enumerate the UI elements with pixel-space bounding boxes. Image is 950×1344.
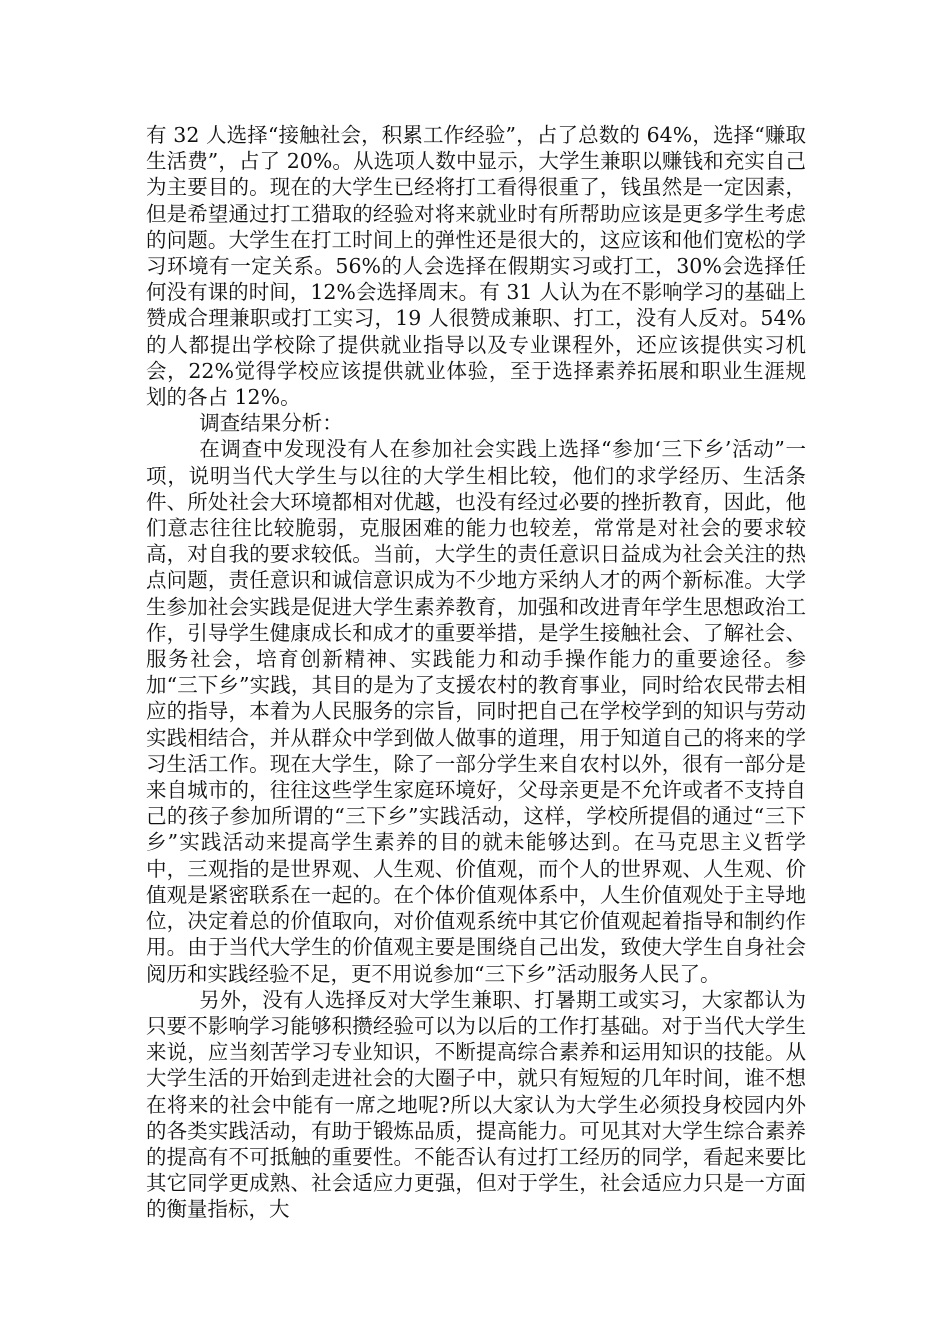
document-page <box>146 122 806 1223</box>
paragraph-survey-results: 有 32 人选择“接触社会，积累工作经验”，占了总数的 64%，选择“赚取生活费”，占了 20%。从选项人数中显示，大学生兼职以赚钱和充实自己为主要目的。现在的大学生已经将打工看得很重了，钱虽然是一定因素，但是希望通过打工猎取的经验对将来就业时有所帮助应该是更多学生考虑的问题。大学生在打工时间上的弹性还是很大的，这应该和他们宽松的学习环境有一定关系。56%的人会选择在假期实习或打工，30%会选择任何没有课的时间，12%会选择周末。有 31 人认为在不影响学习的基础上赞成合理兼职或打工实习，19 人很赞成兼职、打工，没有人反对。54%的人都提出学校除了提供就业指导以及专业课程外，还应该提供实习机会，22%觉得学校应该提供就业体验，至于选择素养拓展和职业生涯规划的各占 12%。 <box>146 123 806 410</box>
section-heading-analysis: 调查结果分析： <box>199 411 343 436</box>
paragraph-analysis-parttime: 另外，没有人选择反对大学生兼职、打暑期工或实习，大家都认为只要不影响学习能够积攒经验可以为以后的工作打基础。对于当代大学生来说，应当刻苦学习专业知识，不断提高综合素养和运用知识的技能。从大学生活的开始到走进社会的大圈子中，就只有短短的几年时间，谁不想在将来的社会中能有一席之地呢?所以大家认为大学生必须投身校园内外的各类实践活动，有助于锻炼品质，提高能力。可见其对大学生综合素养的提高有不可抵触的重要性。不能否认有过打工经历的同学，看起来要比其它同学更成熟、社会适应力更强，但对于学生，社会适应力只是一方面的衡量指标，大 <box>146 987 806 1222</box>
paragraph-analysis-sanxiaxiang: 在调查中发现没有人在参加社会实践上选择“参加‘三下乡’活动”一项，说明当代大学生与以往的大学生相比较，他们的求学经历、生活条件、所处社会大环境都相对优越，也没有经过必要的挫折教育，因此，他们意志往往比较脆弱，克服困难的能力也较差，常常是对社会的要求较高，对自我的要求较低。当前，大学生的责任意识日益成为社会关注的热点问题，责任意识和诚信意识成为不少地方采纳人才的两个新标准。大学生参加社会实践是促进大学生素养教育，加强和改进青年学生思想政治工作，引导学生健康成长和成才的重要举措，是学生接触社会、了解社会、服务社会，培育创新精神、实践能力和动手操作能力的重要途径。参加“三下乡”实践，其目的是为了支援农村的教育事业，同时给农民带去相应的指导，本着为人民服务的宗旨，同时把自己在学校学到的知识与劳动实践相结合，并从群众中学到做人做事的道理，用于知道自己的将来的学习生活工作。现在大学生，除了一部分学生来自农村以外，很有一部分是来自城市的，往往这些学生家庭环境好，父母亲更是不允许或者不支持自己的孩子参加所谓的“三下乡”实践活动，这样，学校所提倡的通过“三下乡”实践活动来提高学生素养的目的就未能够达到。在马克思主义哲学中，三观指的是世界观、人生观、价值观，而个人的世界观、人生观、价值观是紧密联系在一起的。在个体价值观体系中，人生价值观处于主导地位，决定着总的价值取向，对价值观系统中其它价值观起着指导和制约作用。由于当代大学生的价值观主要是围绕自己出发，致使大学生自身社会阅历和实践经验不足，更不用说参加“三下乡”活动服务人民了。 <box>146 437 806 986</box>
